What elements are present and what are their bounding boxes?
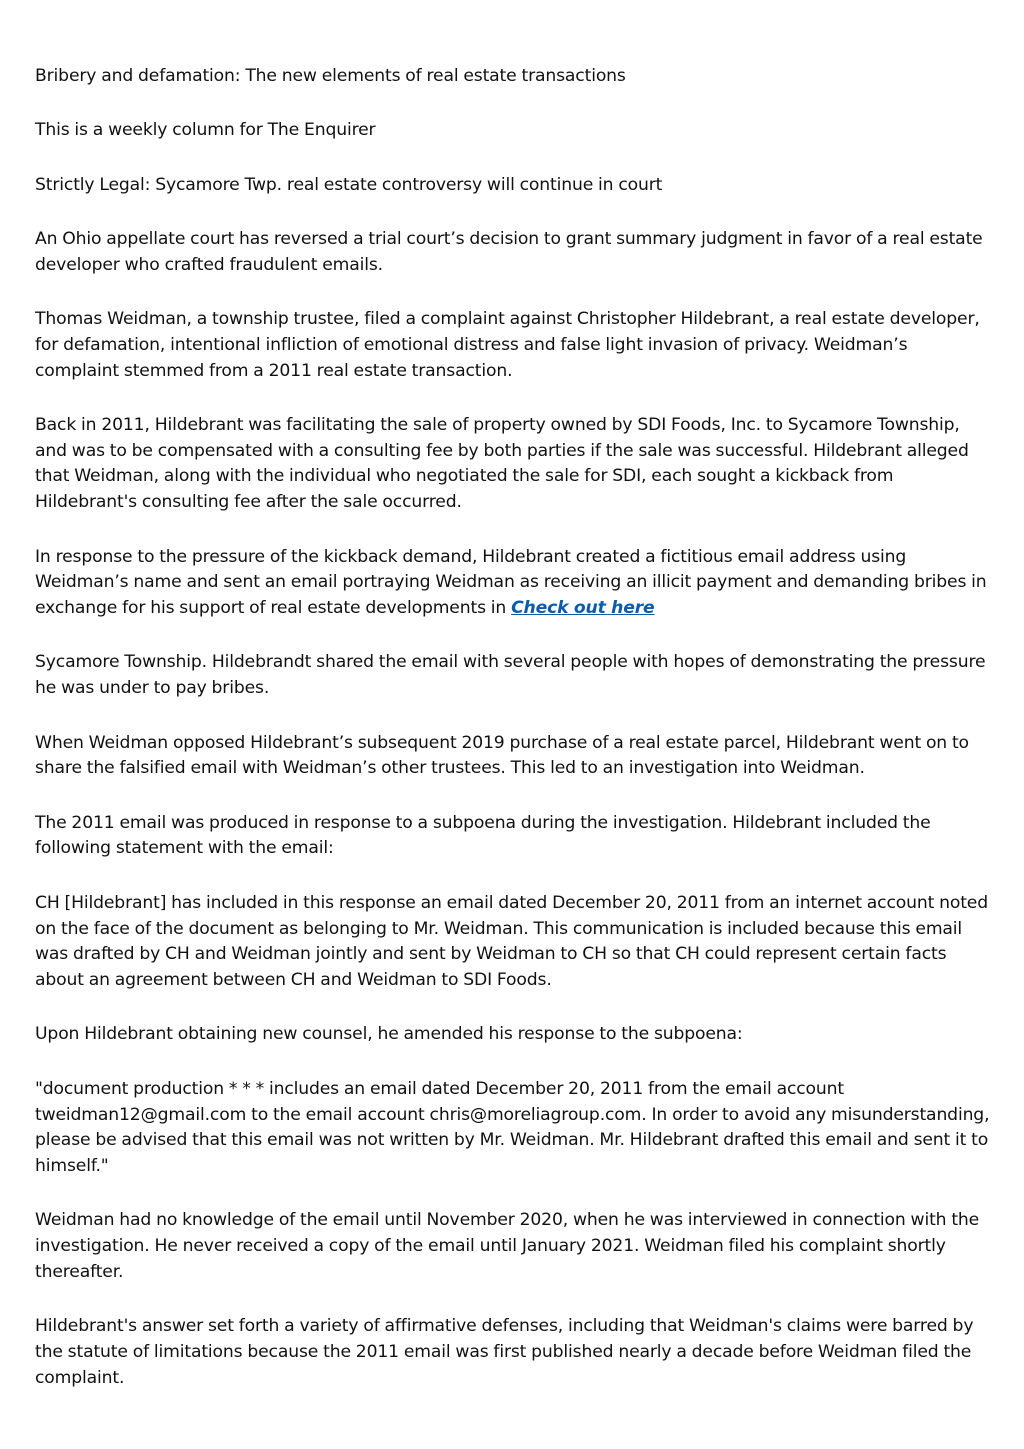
paragraph-background: Back in 2011, Hildebrant was facilitating the sale of property owned by SDI Foods, Inc. to Sycamore Township, and was to be compensated with a consulting fee by both parties if the sale was successful. Hildebrant alleged that Weidman, along with the individual who negotiated the sale for SDI, each sought a kickback from Hildebrant's consulting fee after the sale occurred. xyxy=(35,414,969,513)
check-out-here-link[interactable]: Check out here xyxy=(511,598,655,619)
paragraph-fictitious-email xyxy=(35,545,995,622)
paragraph-ch-statement: CH [Hildebrant] has included in this response an email dated December 20, 2011 from an internet account noted on the face of the document as belonging to Mr. Weidman. This communication is included because this email was drafted by CH and Weidman jointly and sent by Weidman to CH so that CH could represent certain facts about an agreement between CH and Weidman to SDI Foods. xyxy=(35,892,988,991)
paragraph-shared-email: Sycamore Township. Hildebrandt shared the email with several people with hopes of demonstrating the pressure he was under to pay bribes. xyxy=(35,652,986,699)
article-body xyxy=(35,64,995,1420)
paragraph-fictitious-email-text: In response to the pressure of the kickback demand, Hildebrant created a fictitious email address using Weidman’s name and sent an email portraying Weidman as receiving an illicit payment and demanding bribes in exchange for his support of real estate developments in xyxy=(35,546,987,619)
paragraph-opposition: When Weidman opposed Hildebrant’s subsequent 2019 purchase of a real estate parcel, Hildebrant went on to share the falsified email with Weidman’s other trustees. This led to an investigation into Weidman. xyxy=(35,732,969,779)
paragraph-new-counsel: Upon Hildebrant obtaining new counsel, he amended his response to the subpoena: xyxy=(35,1024,743,1045)
article-title: Bribery and defamation: The new elements of real estate transactions xyxy=(35,66,626,86)
paragraph-defenses: Hildebrant's answer set forth a variety of affirmative defenses, including that Weidman's claims were barred by the statute of limitations because the 2011 email was first published nearly a decade before Weidman filed the complaint. xyxy=(35,1316,974,1388)
paragraph-complaint: Thomas Weidman, a township trustee, filed a complaint against Christopher Hildebrant, a real estate developer, for defamation, intentional infliction of emotional distress and false light invasion of privacy. Weidman’s complaint stemmed from a 2011 real estate transaction. xyxy=(35,308,980,381)
paragraph-subpoena: The 2011 email was produced in response to a subpoena during the investigation. Hildebrant included the following statement with the email: xyxy=(35,812,931,859)
paragraph-intro: An Ohio appellate court has reversed a trial court’s decision to grant summary judgment in favor of a real estate developer who crafted fraudulent emails. xyxy=(35,228,983,275)
related-headline: Strictly Legal: Sycamore Twp. real estate controversy will continue in court xyxy=(35,174,663,195)
column-note: This is a weekly column for The Enquirer xyxy=(35,120,376,141)
paragraph-knowledge: Weidman had no knowledge of the email until November 2020, when he was interviewed in connection with the investigation. He never received a copy of the email until January 2021. Weidman filed his complaint shortly thereafter. xyxy=(35,1210,980,1282)
paragraph-amended-response: "document production * * * includes an email dated December 20, 2011 from the email account tweidman12@gmail.com to the email account chris@moreliagroup.com. In order to avoid any misunderstanding, please be advised that this email was not written by Mr. Weidman. Mr. Hildebrant drafted this email and sent it to himself." xyxy=(35,1078,990,1177)
